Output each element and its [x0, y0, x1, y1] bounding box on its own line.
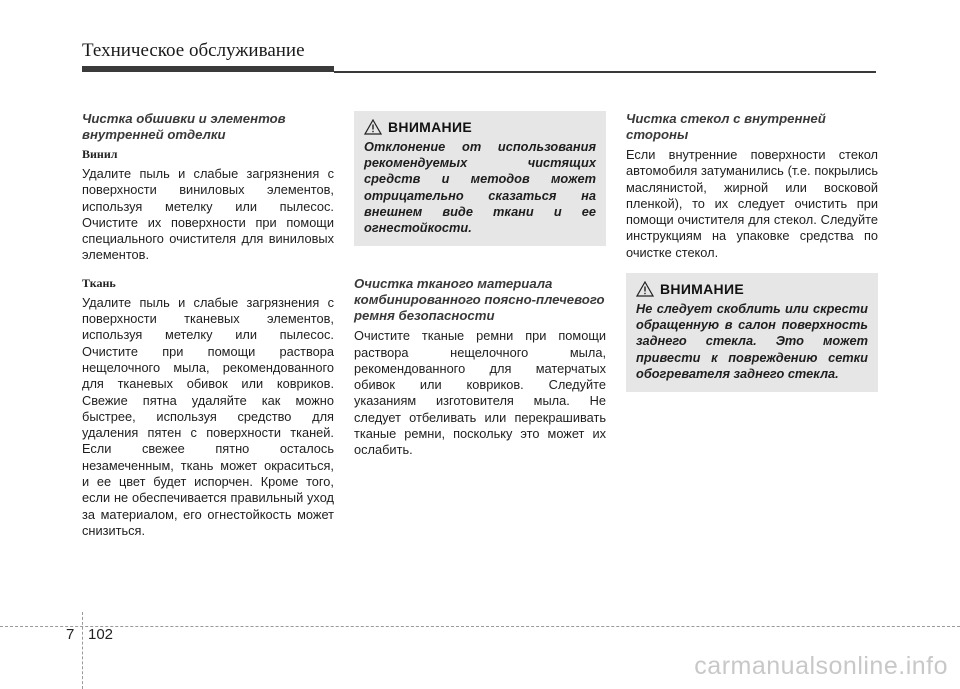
footer-divider	[0, 626, 960, 627]
paragraph-belts: Очистите тканые ремни при помощи раствора нещелочного мыла, рекомендованного для матерчатых обивок или ковриков. Следуйте указаниям изготовителя мыла. Не следует отбеливать или перекрашивать тканые ремни, поскольку это может их ослабить.	[354, 328, 606, 458]
warning-text: Не следует скоблить или скрести обращенную в салон поверхность заднего стекла. Это может привести к повреждению сетки обогревателя заднего стекла.	[636, 301, 868, 381]
warning-label: ВНИМАНИЕ	[388, 119, 472, 135]
watermark: carmanualsonline.info	[694, 652, 948, 680]
subsection-label-fabric: Ткань	[82, 275, 116, 290]
paragraph-vinyl: Удалите пыль и слабые загрязнения с поверхности виниловых элементов, используя метелку или пылесос. Очистите их поверхности при помощи специального очистителя для виниловых элементов.	[82, 166, 334, 263]
header-bar	[82, 66, 334, 72]
paragraph-glass: Если внутренние поверхности стекол автомобиля затуманились (т.е. покрылись маслянистой, жирной или восковой пленкой), то их следует очистить при помощи очистителя для стекол. Следуйте инструкциям на упаковке средства по очистке стекол.	[626, 147, 878, 260]
warning-triangle-icon	[364, 119, 382, 135]
warning-triangle-icon	[636, 281, 654, 297]
warning-box-glass	[626, 273, 878, 392]
page-header-title: Техническое обслуживание	[82, 40, 305, 61]
warning-header	[364, 119, 596, 135]
section-title-glass: Чистка стекол с внутренней стороны	[626, 111, 826, 142]
warning-label: ВНИМАНИЕ	[660, 281, 744, 298]
warning-text: Отклонение от использования рекомендуемых чистящих средств и методов может отрицательно сказаться на внешнем виде ткани и ее огнестойкости.	[364, 139, 596, 236]
paragraph-fabric: Удалите пыль и слабые загрязнения с поверхности тканевых элементов, используя метелку или пылесос. Очистите при помощи раствора нещелочного мыла, рекомендованного для тканевых обивок или ковриков. Свежие пятна удаляйте как можно быстрее, используя средство для удаления пятен с поверхности тканей. Если свежее пятно осталось незамеченным, ткань может окраситься, и ее цвет будет испорчен. Кроме того, если не обеспечивается правильный уход за материалом, его огнестойкость может снизиться.	[82, 294, 334, 538]
footer-vertical-divider	[82, 612, 83, 689]
section-title-interior: Чистка обшивки и элементов внутренней отделки	[82, 111, 286, 142]
warning-header	[636, 281, 868, 297]
chapter-number: 7	[66, 626, 75, 643]
page-number: 102	[88, 626, 114, 643]
header-rule	[334, 71, 876, 73]
column-3	[626, 111, 878, 392]
section-title-belts: Очистка тканого материала комбинированного поясно-плечевого ремня безопасности	[354, 276, 605, 324]
warning-box-fabric	[354, 111, 606, 246]
column-1	[82, 111, 334, 551]
subsection-label-vinyl: Винил	[82, 147, 118, 161]
column-2	[354, 111, 606, 471]
